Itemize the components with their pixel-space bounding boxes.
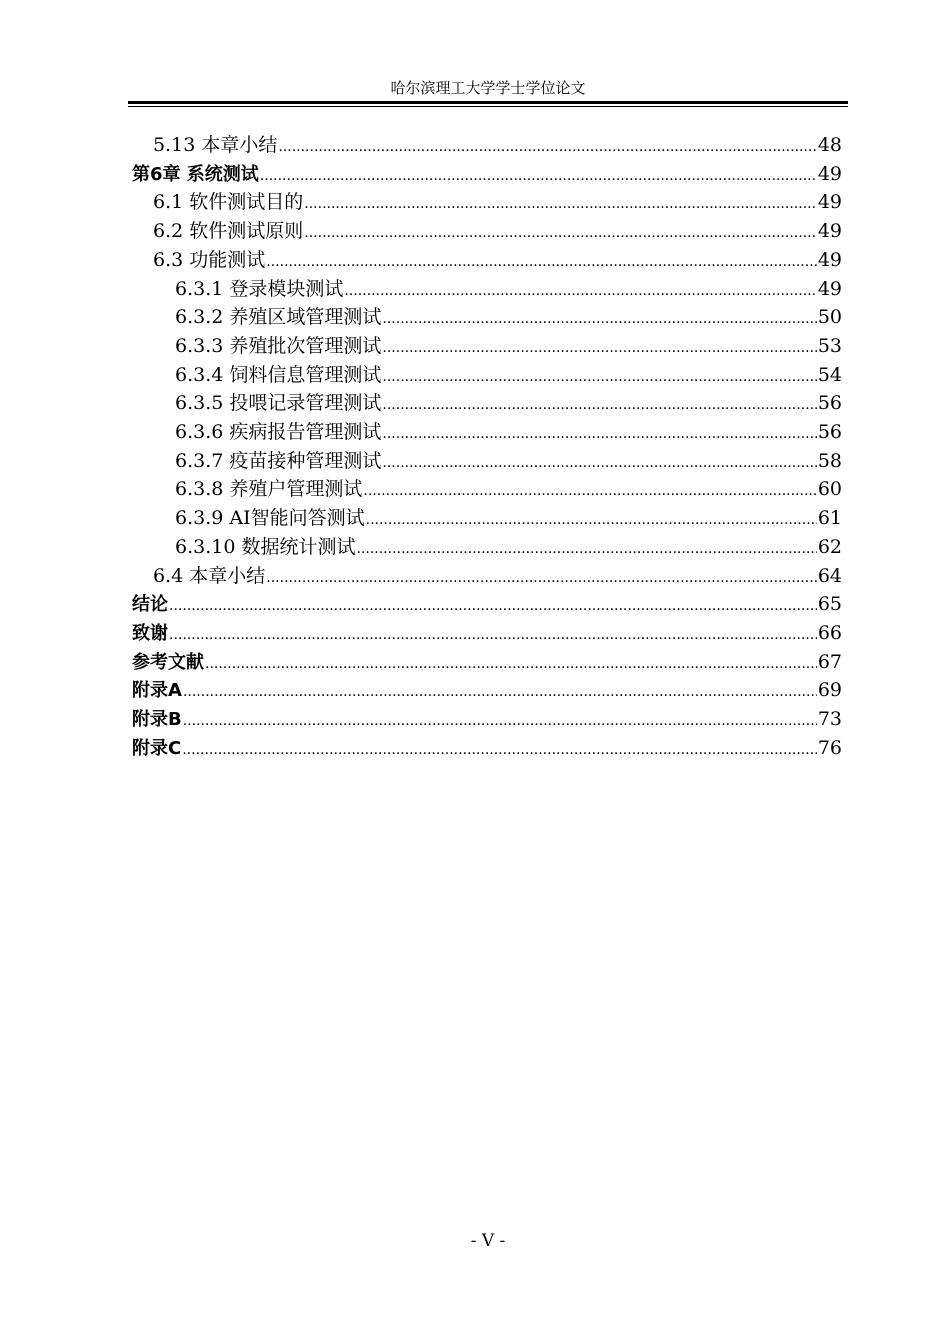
toc-dot-leader [278,133,816,162]
toc-dot-leader [266,564,817,593]
toc-entry-title: 附录B [132,709,182,730]
toc-entry-title: 参考文献 [132,651,204,673]
toc-entry-page: 48 [817,134,842,156]
toc-dot-leader [260,162,817,191]
toc-entry-title: 6.3.3 养殖批次管理测试 [175,334,382,357]
toc-entry[interactable] [153,131,842,160]
toc-entry[interactable] [175,303,842,332]
toc-entry[interactable] [132,705,842,734]
toc-entry[interactable] [132,648,842,677]
toc-entry-title: 附录C [132,737,182,759]
toc-entry-page: 65 [817,593,842,616]
toc-entry-title: 6.2 软件测试原则 [153,220,304,243]
toc-dot-leader [382,334,816,363]
toc-dot-leader [363,477,816,506]
toc-dot-leader [169,621,817,650]
toc-dot-leader [356,535,816,564]
toc-entry-title: 结论 [132,594,168,616]
toc-entry[interactable] [175,533,842,562]
toc-entry-title: 6.3.1 登录模块测试 [175,277,344,300]
header-rule-thin [128,106,848,107]
toc-dot-leader [183,707,817,736]
toc-entry-page: 49 [817,277,842,300]
toc-entry[interactable] [132,160,842,189]
toc-entry-title: 5.13 本章小结 [153,134,278,156]
toc-entry[interactable] [175,275,842,304]
toc-entry-page: 50 [817,306,842,329]
toc-entry[interactable] [175,418,842,447]
page-header-title: 哈尔滨理工大学学士学位论文 [390,79,586,97]
toc-entry-title: 6.3.5 投喂记录管理测试 [175,392,382,415]
toc-entry-page: 67 [817,650,842,673]
toc-entry-page: 66 [817,621,842,644]
toc-entry[interactable] [175,361,842,390]
toc-entry-title: 6.3.8 养殖户管理测试 [175,478,363,501]
toc-entry[interactable] [175,332,842,361]
toc-entry[interactable] [175,475,842,504]
toc-entry-page: 49 [817,191,842,214]
toc-entry-page: 53 [817,334,842,357]
toc-entry-page: 49 [817,220,842,243]
toc-dot-leader [304,190,817,219]
toc-dot-leader [382,363,816,392]
toc-entry-title: 6.1 软件测试目的 [153,191,304,214]
toc-entry-title: 6.3.7 疫苗接种管理测试 [175,449,382,472]
page-number: - V - [470,1231,506,1251]
toc-entry-page: 49 [817,162,842,185]
toc-entry-page: 69 [817,679,842,702]
toc-entry-page: 76 [817,736,842,759]
header-rule-thick [128,101,848,104]
toc-entry-title: 6.4 本章小结 [153,564,266,587]
toc-dot-leader [382,391,816,420]
toc-entry-page: 54 [817,363,842,386]
toc-entry-title: 6.3.4 饲料信息管理测试 [175,363,382,386]
toc-entry[interactable] [153,562,842,591]
toc-dot-leader [182,736,817,765]
toc-dot-leader [304,219,817,248]
toc-entry-title: 致谢 [132,622,168,644]
toc-entry-page: 56 [817,421,842,443]
toc-entry-title: 6.3 功能测试 [153,248,266,271]
toc-entry-title: 6.3.6 疾病报告管理测试 [175,421,382,443]
toc-dot-leader [344,277,816,306]
toc-entry-page: 60 [817,478,842,501]
toc-entry[interactable] [153,217,842,246]
toc-entry-page: 73 [817,708,842,730]
toc-entry-page: 49 [817,248,842,271]
toc-entry-title: 第6章 系统测试 [132,163,259,185]
toc-entry[interactable] [132,590,842,619]
toc-entry-page: 56 [817,392,842,415]
toc-entry-title: 6.3.2 养殖区域管理测试 [175,306,382,329]
toc-entry-page: 61 [817,507,842,530]
toc-entry-title: 附录A [132,680,182,702]
toc-entry[interactable] [175,504,842,533]
toc-dot-leader [366,506,817,535]
toc-entry[interactable] [153,188,842,217]
toc-entry-title: 6.3.9 AI智能问答测试 [175,507,365,530]
toc-dot-leader [183,678,817,707]
toc-dot-leader [382,449,816,478]
toc-entry-title: 6.3.10 数据统计测试 [175,535,356,558]
toc-dot-leader [382,420,816,449]
toc-entry-page: 64 [817,564,842,587]
toc-dot-leader [169,592,817,621]
toc-dot-leader [266,248,817,277]
toc-entry-page: 58 [817,449,842,472]
toc-entry[interactable] [175,447,842,476]
toc-dot-leader [382,305,816,334]
toc-entry[interactable] [132,734,842,763]
toc-entry[interactable] [132,676,842,705]
toc-entry[interactable] [132,619,842,648]
toc-entry[interactable] [153,246,842,275]
toc-dot-leader [205,650,817,679]
toc-entry-page: 62 [817,535,842,558]
toc-entry[interactable] [175,389,842,418]
